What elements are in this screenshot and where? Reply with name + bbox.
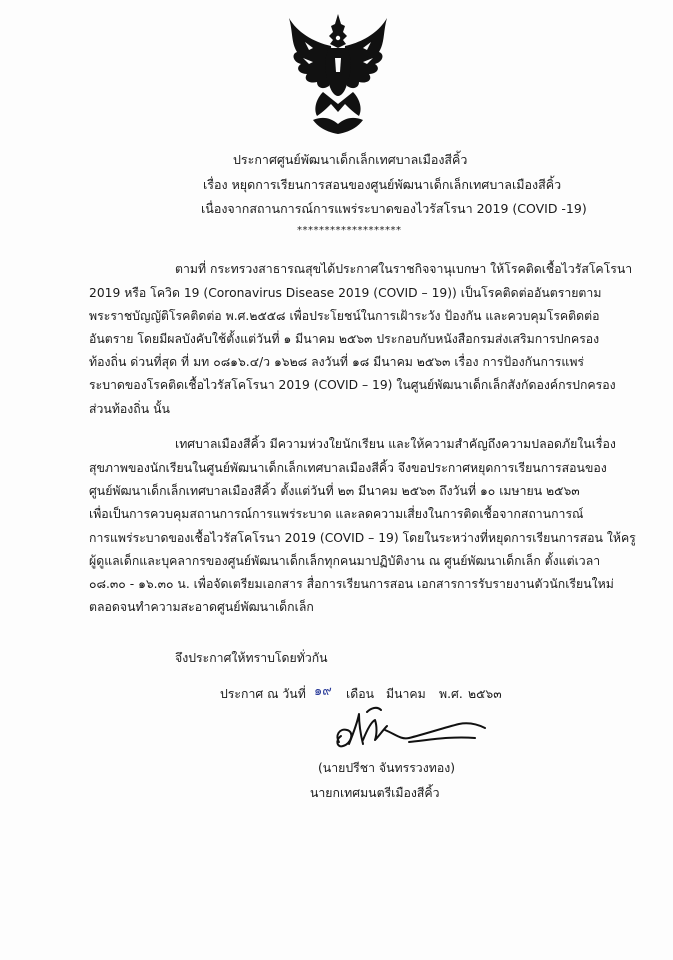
paragraph-line: 2019 หรือ โควิด 19 (Coronavirus Disease 2019 (COVID – 19)) เป็นโรคติดต่ออันตรายตาม [89, 286, 602, 300]
paragraph-line: เพื่อเป็นการควบคุมสถานการณ์การแพร่ระบาด และลดความเสี่ยงในการติดเชื้อจากสถานการณ์ [89, 507, 584, 521]
paragraph-line: อันตราย โดยมีผลบังคับใช้ตั้งแต่วันที่ ๑ มีนาคม ๒๕๖๓ ประกอบกับหนังสือกรมส่งเสริมการปกครอง [89, 332, 600, 346]
paragraph-line: ระบาดของโรคติดเชื้อไวรัสโคโรนา 2019 (COVID – 19) ในศูนย์พัฒนาเด็กเล็กสังกัดองค์กรปกครอง [89, 378, 616, 392]
paragraph-line: ส่วนท้องถิ่น นั้น [89, 402, 170, 416]
separator-stars: ******************* [297, 225, 402, 236]
signature-scribble [325, 700, 495, 760]
paragraph-line: สุขภาพของนักเรียนในศูนย์พัฒนาเด็กเล็กเทศบาลเมืองสีคิ้ว จึงขอประกาศหยุดการเรียนการสอนของ [89, 461, 607, 475]
paragraph-line: ตลอดจนทำความสะอาดศูนย์พัฒนาเด็กเล็ก [89, 600, 314, 614]
date-month: มีนาคม [386, 687, 426, 701]
signer-name: (นายปรีชา จันทรรวงทอง) [318, 761, 456, 775]
paragraph-line: ผู้ดูแลเด็กและบุคลากรของศูนย์พัฒนาเด็กเล็กทุกคนมาปฏิบัติงาน ณ ศูนย์พัฒนาเด็กเล็ก ตั้งแต่เวลา [89, 554, 601, 568]
paragraph-line: การแพร่ระบาดของเชื้อไวรัสโคโรนา 2019 (COVID – 19) โดยในระหว่างที่หยุดการเรียนการสอน ให้ครู [89, 531, 636, 545]
date-prefix: ประกาศ ณ วันที่ [220, 687, 306, 701]
date-year-label: พ.ศ. [439, 687, 463, 701]
announcement-heading: ประกาศศูนย์พัฒนาเด็กเล็กเทศบาลเมืองสีคิ้ว [233, 152, 468, 167]
date-day-handwritten: ๑๙ [314, 684, 332, 699]
paragraph-line: ท้องถิ่น ด่วนที่สุด ที่ มท ๐๘๑๖.๔/ว ๑๖๒๘ ลงวันที่ ๑๘ มีนาคม ๒๕๖๓ เรื่อง การป้องกันการแพร่ [89, 355, 585, 369]
paragraph-line: พระราชบัญญัติโรคติดต่อ พ.ศ.๒๕๕๘ เพื่อประโยชน์ในการเฝ้าระวัง ป้องกัน และควบคุมโรคติดต่อ [89, 309, 600, 323]
paragraph-line: เทศบาลเมืองสีคิ้ว มีความห่วงใยนักเรียน และให้ความสำคัญถึงความปลอดภัยในเรื่อง [175, 437, 616, 451]
paragraph-line: ๐๘.๓๐ - ๑๖.๓๐ น. เพื่อจัดเตรียมเอกสาร สื่อการเรียนการสอน เอกสารการรับรายงานตัวนักเรียนใหม่ [89, 577, 614, 591]
reason-line: เนื่องจากสถานการณ์การแพร่ระบาดของไวรัสโรนา 2019 (COVID -19) [201, 201, 587, 216]
date-month-label: เดือน [346, 687, 374, 701]
garuda-emblem-icon [283, 12, 393, 140]
date-year: ๒๕๖๓ [468, 687, 502, 701]
paragraph-line: ศูนย์พัฒนาเด็กเล็กเทศบาลเมืองสีคิ้ว ตั้งแต่วันที่ ๒๓ มีนาคม ๒๕๖๓ ถึงวันที่ ๑๐ เมษายน ๒๕๖๓ [89, 484, 580, 498]
paragraph-line: ตามที่ กระทรวงสาธารณสุขได้ประกาศในราชกิจจานุเบกษา ให้โรคติดเชื้อไวรัสโคโรนา [175, 262, 633, 276]
closing-line: จึงประกาศให้ทราบโดยทั่วกัน [175, 651, 328, 665]
subject-line: เรื่อง หยุดการเรียนการสอนของศูนย์พัฒนาเด็กเล็กเทศบาลเมืองสีคิ้ว [203, 177, 562, 192]
signer-title: นายกเทศมนตรีเมืองสีคิ้ว [310, 786, 440, 800]
